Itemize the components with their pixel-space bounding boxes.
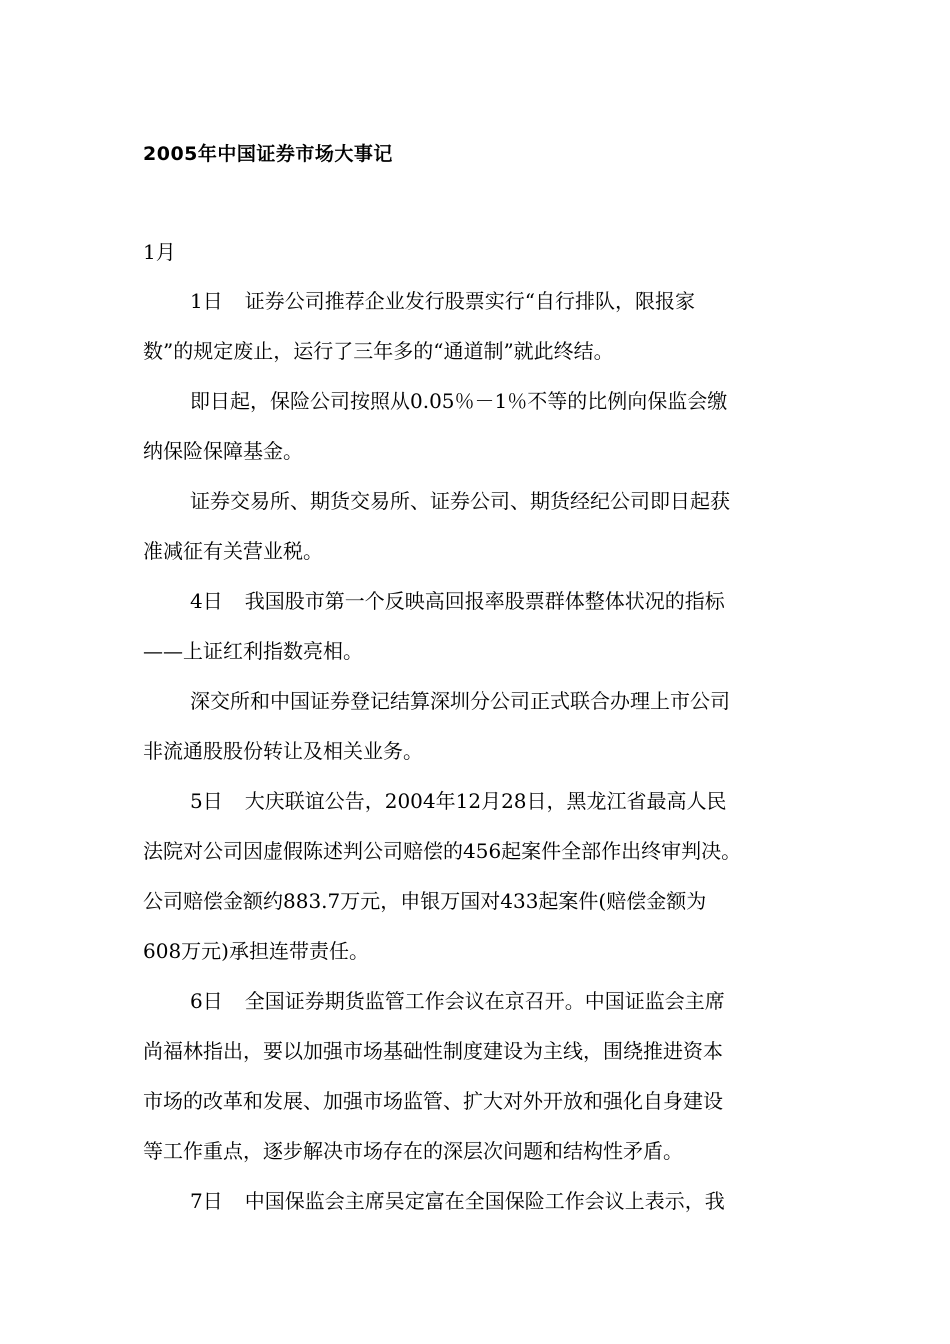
entry-line xyxy=(190,987,725,1015)
entry-text: 我国股市第一个反映高回报率股票群体整体状况的指标 xyxy=(244,589,725,613)
page-title: 2005年中国证券市场大事记 xyxy=(143,143,393,165)
entry-text: 全国证券期货监管工作会议在京召开。中国证监会主席 xyxy=(244,989,725,1013)
entry-day: 6日 xyxy=(190,989,223,1013)
month-heading: 1月 xyxy=(143,240,176,264)
entry-line: 证券交易所、期货交易所、证券公司、期货经纪公司即日起获 xyxy=(190,489,730,513)
entry-line: 公司赔偿金额约883.7万元，申银万国对433起案件(赔偿金额为 xyxy=(143,889,707,913)
entry-line: 数”的规定废止，运行了三年多的“通道制”就此终结。 xyxy=(143,339,614,363)
entry-line: 准减征有关营业税。 xyxy=(143,539,323,563)
entry-day: 4日 xyxy=(190,589,223,613)
entry-text: 大庆联谊公告，2004年12月28日，黑龙江省最高人民 xyxy=(244,789,727,813)
entry-line: 等工作重点，逐步解决市场存在的深层次问题和结构性矛盾。 xyxy=(143,1139,683,1163)
entry-line xyxy=(190,587,725,615)
entry-line xyxy=(190,1187,725,1215)
entry-line: 纳保险保障基金。 xyxy=(143,439,303,463)
entry-line: 法院对公司因虚假陈述判公司赔偿的456起案件全部作出终审判决。 xyxy=(143,839,742,863)
entry-day: 7日 xyxy=(190,1189,223,1213)
entry-line: 即日起，保险公司按照从0.05％－1％不等的比例向保监会缴 xyxy=(190,389,728,413)
entry-day: 1日 xyxy=(190,289,223,313)
entry-line: 尚福林指出，要以加强市场基础性制度建设为主线，围绕推进资本 xyxy=(143,1039,723,1063)
entry-text: 证券公司推荐企业发行股票实行“自行排队，限报家 xyxy=(244,289,695,313)
entry-line: 非流通股股份转让及相关业务。 xyxy=(143,739,423,763)
entry-line: 市场的改革和发展、加强市场监管、扩大对外开放和强化自身建设 xyxy=(143,1089,723,1113)
entry-line: 608万元)承担连带责任。 xyxy=(143,939,369,963)
entry-day: 5日 xyxy=(190,789,223,813)
entry-text: 中国保监会主席吴定富在全国保险工作会议上表示，我 xyxy=(244,1189,725,1213)
entry-line: 深交所和中国证券登记结算深圳分公司正式联合办理上市公司 xyxy=(190,689,730,713)
entry-line xyxy=(190,787,727,815)
entry-line xyxy=(190,287,695,315)
entry-line: ——上证红利指数亮相。 xyxy=(143,639,363,663)
